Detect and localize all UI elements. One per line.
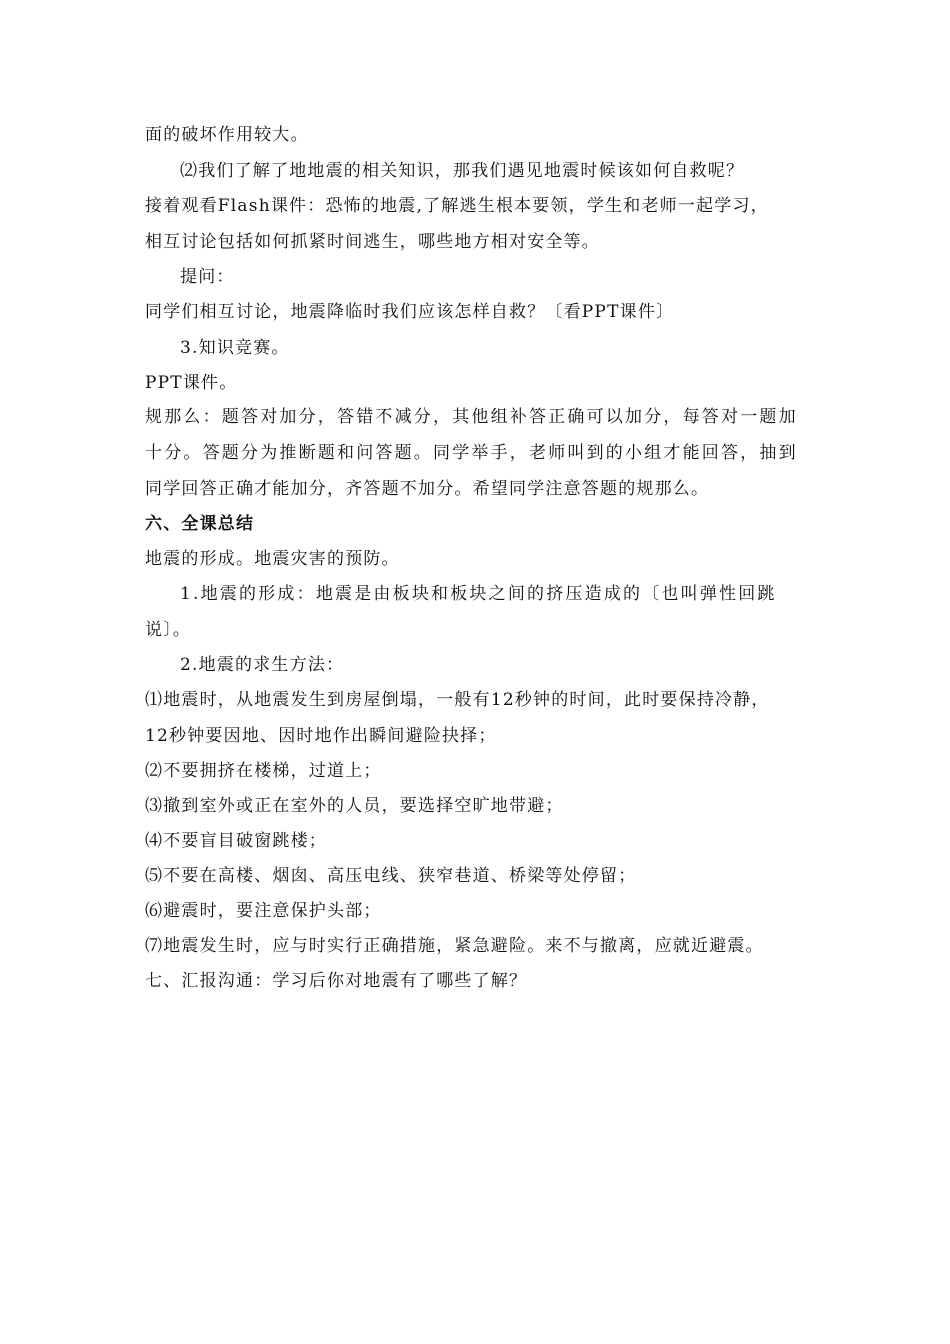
text-line-20: ⑶撤到室外或正在室外的人员，要选择空旷地带避； — [145, 796, 564, 816]
text-line-16: 2.地震的求生方法： — [180, 655, 345, 675]
text-line-14: 1.地震的形成：地震是由板块和板块之间的挤压造成的〔也叫弹性回跳 — [180, 584, 777, 604]
text-line-1: 面的破坏作用较大。 — [145, 125, 309, 145]
text-line-13: 地震的形成。地震灾害的预防。 — [145, 549, 400, 569]
section-heading-7: 七、汇报沟通：学习后你对地震有了哪些了解？ — [145, 971, 528, 991]
text-line-19: ⑵不要拥挤在楼梯，过道上； — [145, 761, 382, 781]
text-line-21: ⑷不要盲目破窗跳楼； — [145, 831, 327, 851]
text-line-17: ⑴地震时，从地震发生到房屋倒塌，一般有12秒钟的时间，此时要保持冷静， — [145, 690, 770, 710]
text-line-22: ⑸不要在高楼、烟囱、高压电线、狭窄巷道、桥梁等处停留； — [145, 866, 637, 886]
text-line-8: PPT课件。 — [145, 373, 238, 393]
text-line-18: 12秒钟要因地、因时地作出瞬间避险抉择； — [145, 726, 497, 746]
section-heading-6: 六、全课总结 — [145, 514, 255, 534]
text-line-4: 相互讨论包括如何抓紧时间逃生，哪些地方相对安全等。 — [145, 232, 600, 252]
text-line-9: 规那么：题答对加分，答错不减分，其他组补答正确可以加分，每答对一题加 — [145, 407, 798, 427]
text-line-2: ⑵我们了解了地地震的相关知识，那我们遇见地震时候该如何自救呢？ — [180, 161, 745, 181]
text-line-10: 十分。答题分为推断题和问答题。同学举手，老师叫到的小组才能回答，抽到 — [145, 443, 798, 463]
text-line-24: ⑺地震发生时，应与时实行正确措施，紧急避险。来不与撤离，应就近避震。 — [145, 936, 764, 956]
text-line-5: 提问： — [180, 267, 235, 287]
text-line-6: 同学们相互讨论，地震降临时我们应该怎样自救？〔看PPT课件〕 — [145, 302, 675, 322]
text-line-3: 接着观看Flash课件：恐怖的地震,了解逃生根本要领，学生和老师一起学习， — [145, 196, 769, 216]
text-line-15: 说〕。 — [145, 620, 192, 640]
text-line-11: 同学回答正确才能加分，齐答题不加分。希望同学注意答题的规那么。 — [145, 479, 710, 499]
text-line-7: 3.知识竞赛。 — [180, 338, 290, 358]
text-line-23: ⑹避震时，要注意保护头部； — [145, 901, 382, 921]
